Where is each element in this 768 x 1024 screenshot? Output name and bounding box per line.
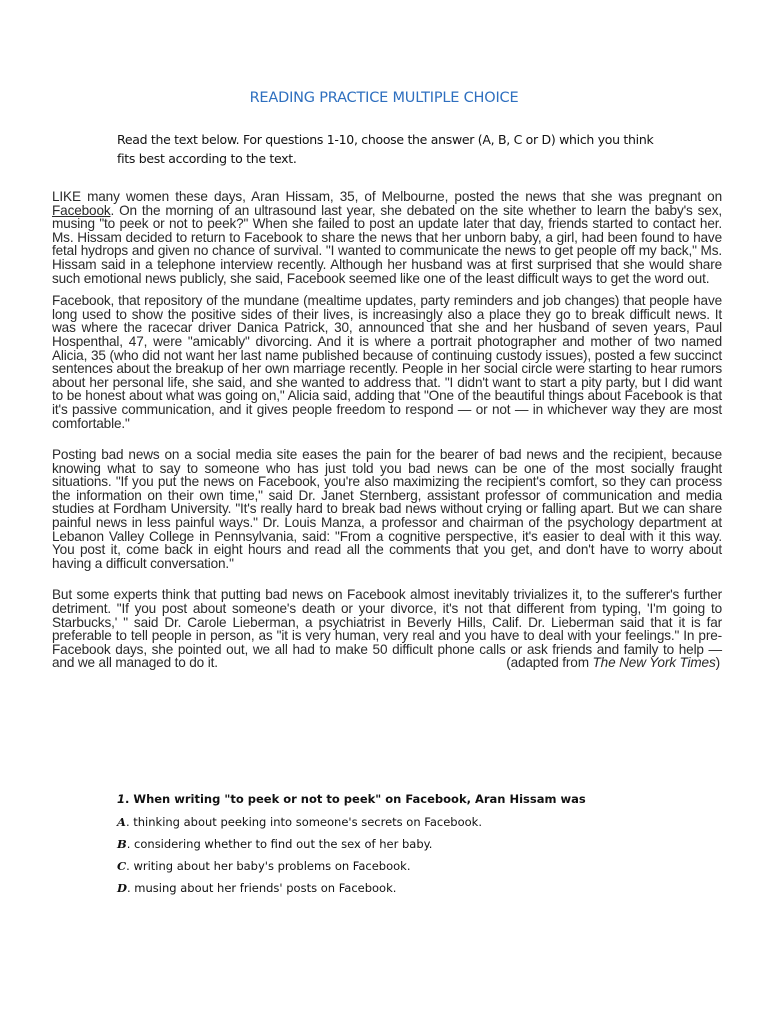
option-c[interactable] — [117, 859, 717, 873]
option-c-letter: C — [117, 859, 127, 873]
passage-p4-text: But some experts think that putting bad news on Facebook almost inevitably trivializes it, to the sufferer's further detriment. "If you post about someone's death or your divorce, it's not that different from typing, 'I'm going to Starbucks,' " said Dr. Carole Lieberman, a psychiatrist in Beverly Hills, Calif. Dr. Lieberman said that it is far preferable to tell people in person, as "it is very human, very real and you have to deal with your feelings." In pre-Facebook days, she pointed out, we all had to make 50 difficult phone calls or ask friends and family to help — and we all managed to do it. — [52, 587, 722, 671]
instructions: Read the text below. For questions 1-10, choose the answer (A, B, C or D) which you think fits best according to the text. — [117, 132, 654, 166]
passage-paragraph-2: Facebook, that repository of the mundane (mealtime updates, party reminders and job changes) that people have long used to show the positive sides of their lives, is increasingly also a place they go to break difficult news. It was where the racecar driver Danica Patrick, 30, announced that she and her husband of seven years, Paul Hospenthal, 47, were "amicably" divorcing. And it is where a portrait photographer and mother of two named Alicia, 35 (who did not want her last name published because of continuing custody issues), posted a few succinct sentences about the breakup of her own marriage recently. People in her social circle were starting to hear rumors about her personal life, she said, and she wanted to address that. "I didn't want to start a pity party, but I did want to be honest about what was going on," Alicia said, adding that "One of the beautiful things about Facebook is that it's passive communication, and it gives people freedom to respond — or not — in whichever way they are most comfortable." — [52, 293, 722, 431]
reading-passage — [52, 190, 722, 679]
option-c-text: writing about her baby's problems on Facebook. — [133, 859, 411, 873]
question-number-dot: . — [125, 792, 134, 806]
facebook-link[interactable]: Facebook — [52, 202, 111, 218]
passage-paragraph-1 — [52, 190, 722, 285]
option-d-letter: D — [117, 881, 127, 895]
passage-paragraph-4 — [52, 588, 722, 670]
option-b-letter: B — [117, 837, 127, 851]
option-a-dot: . — [125, 815, 134, 829]
source-suffix: ) — [715, 655, 720, 671]
option-a[interactable] — [117, 815, 717, 829]
option-c-dot: . — [126, 859, 134, 873]
question-text: When writing "to peek or not to peek" on Facebook, Aran Hissam was — [133, 792, 586, 806]
option-b[interactable] — [117, 837, 717, 851]
passage-p1-end: . On the morning of an ultrasound last year, she debated on the site whether to learn the baby's sex, musing "to peek or not to peek?" When she failed to post an update later that day, friends started to contact her. Ms. Hissam decided to return to Facebook to share the news that her unborn baby, a girl, had been found to have fetal hydrops and given no chance of survival. "I wanted to communicate the news to get people off my back," Ms. Hissam said in a telephone interview recently. Although her husband was at first surprised that she would share such emotional news publicly, she said, Facebook seemed like one of the least difficult ways to get the word out. — [52, 202, 722, 286]
option-d-dot: . — [126, 881, 135, 895]
page-title: READING PRACTICE MULTIPLE CHOICE — [249, 90, 519, 106]
question-1 — [117, 792, 717, 903]
option-b-text: considering whether to find out the sex of her baby. — [134, 837, 433, 851]
option-b-dot: . — [126, 837, 135, 851]
option-d[interactable] — [117, 881, 717, 895]
source-title: The New York Times — [592, 655, 716, 671]
question-number: 1 — [117, 792, 126, 806]
passage-paragraph-3: Posting bad news on a social media site eases the pain for the bearer of bad news and the recipient, because knowing what to say to someone who has just told you bad news can be one of the most socially fraught situations. "If you put the news on Facebook, you're also maximizing the recipient's comfort, so they can process the information on their own time," said Dr. Janet Sternberg, assistant professor of communication and media studies at Fordham University. "It's really hard to break bad news without crying or falling apart. But we can share painful news in less painful ways." Dr. Louis Manza, a professor and chairman of the psychology department at Lebanon Valley College in Pennsylvania, said: "From a cognitive perspective, it's easier to deal with it this way. You post it, come back in eight hours and read all the comments that you get, and don't have to worry about having a difficult conversation." — [52, 447, 722, 571]
option-a-letter: A — [117, 815, 126, 829]
option-d-text: musing about her friends' posts on Facebook. — [134, 881, 397, 895]
passage-p1-start: LIKE many women these days, Aran Hissam, 35, of Melbourne, posted the news that she was pregnant on — [52, 189, 722, 204]
question-stem — [117, 792, 717, 806]
source-prefix: (adapted from — [506, 655, 593, 671]
option-a-text: thinking about peeking into someone's secrets on Facebook. — [133, 815, 482, 829]
